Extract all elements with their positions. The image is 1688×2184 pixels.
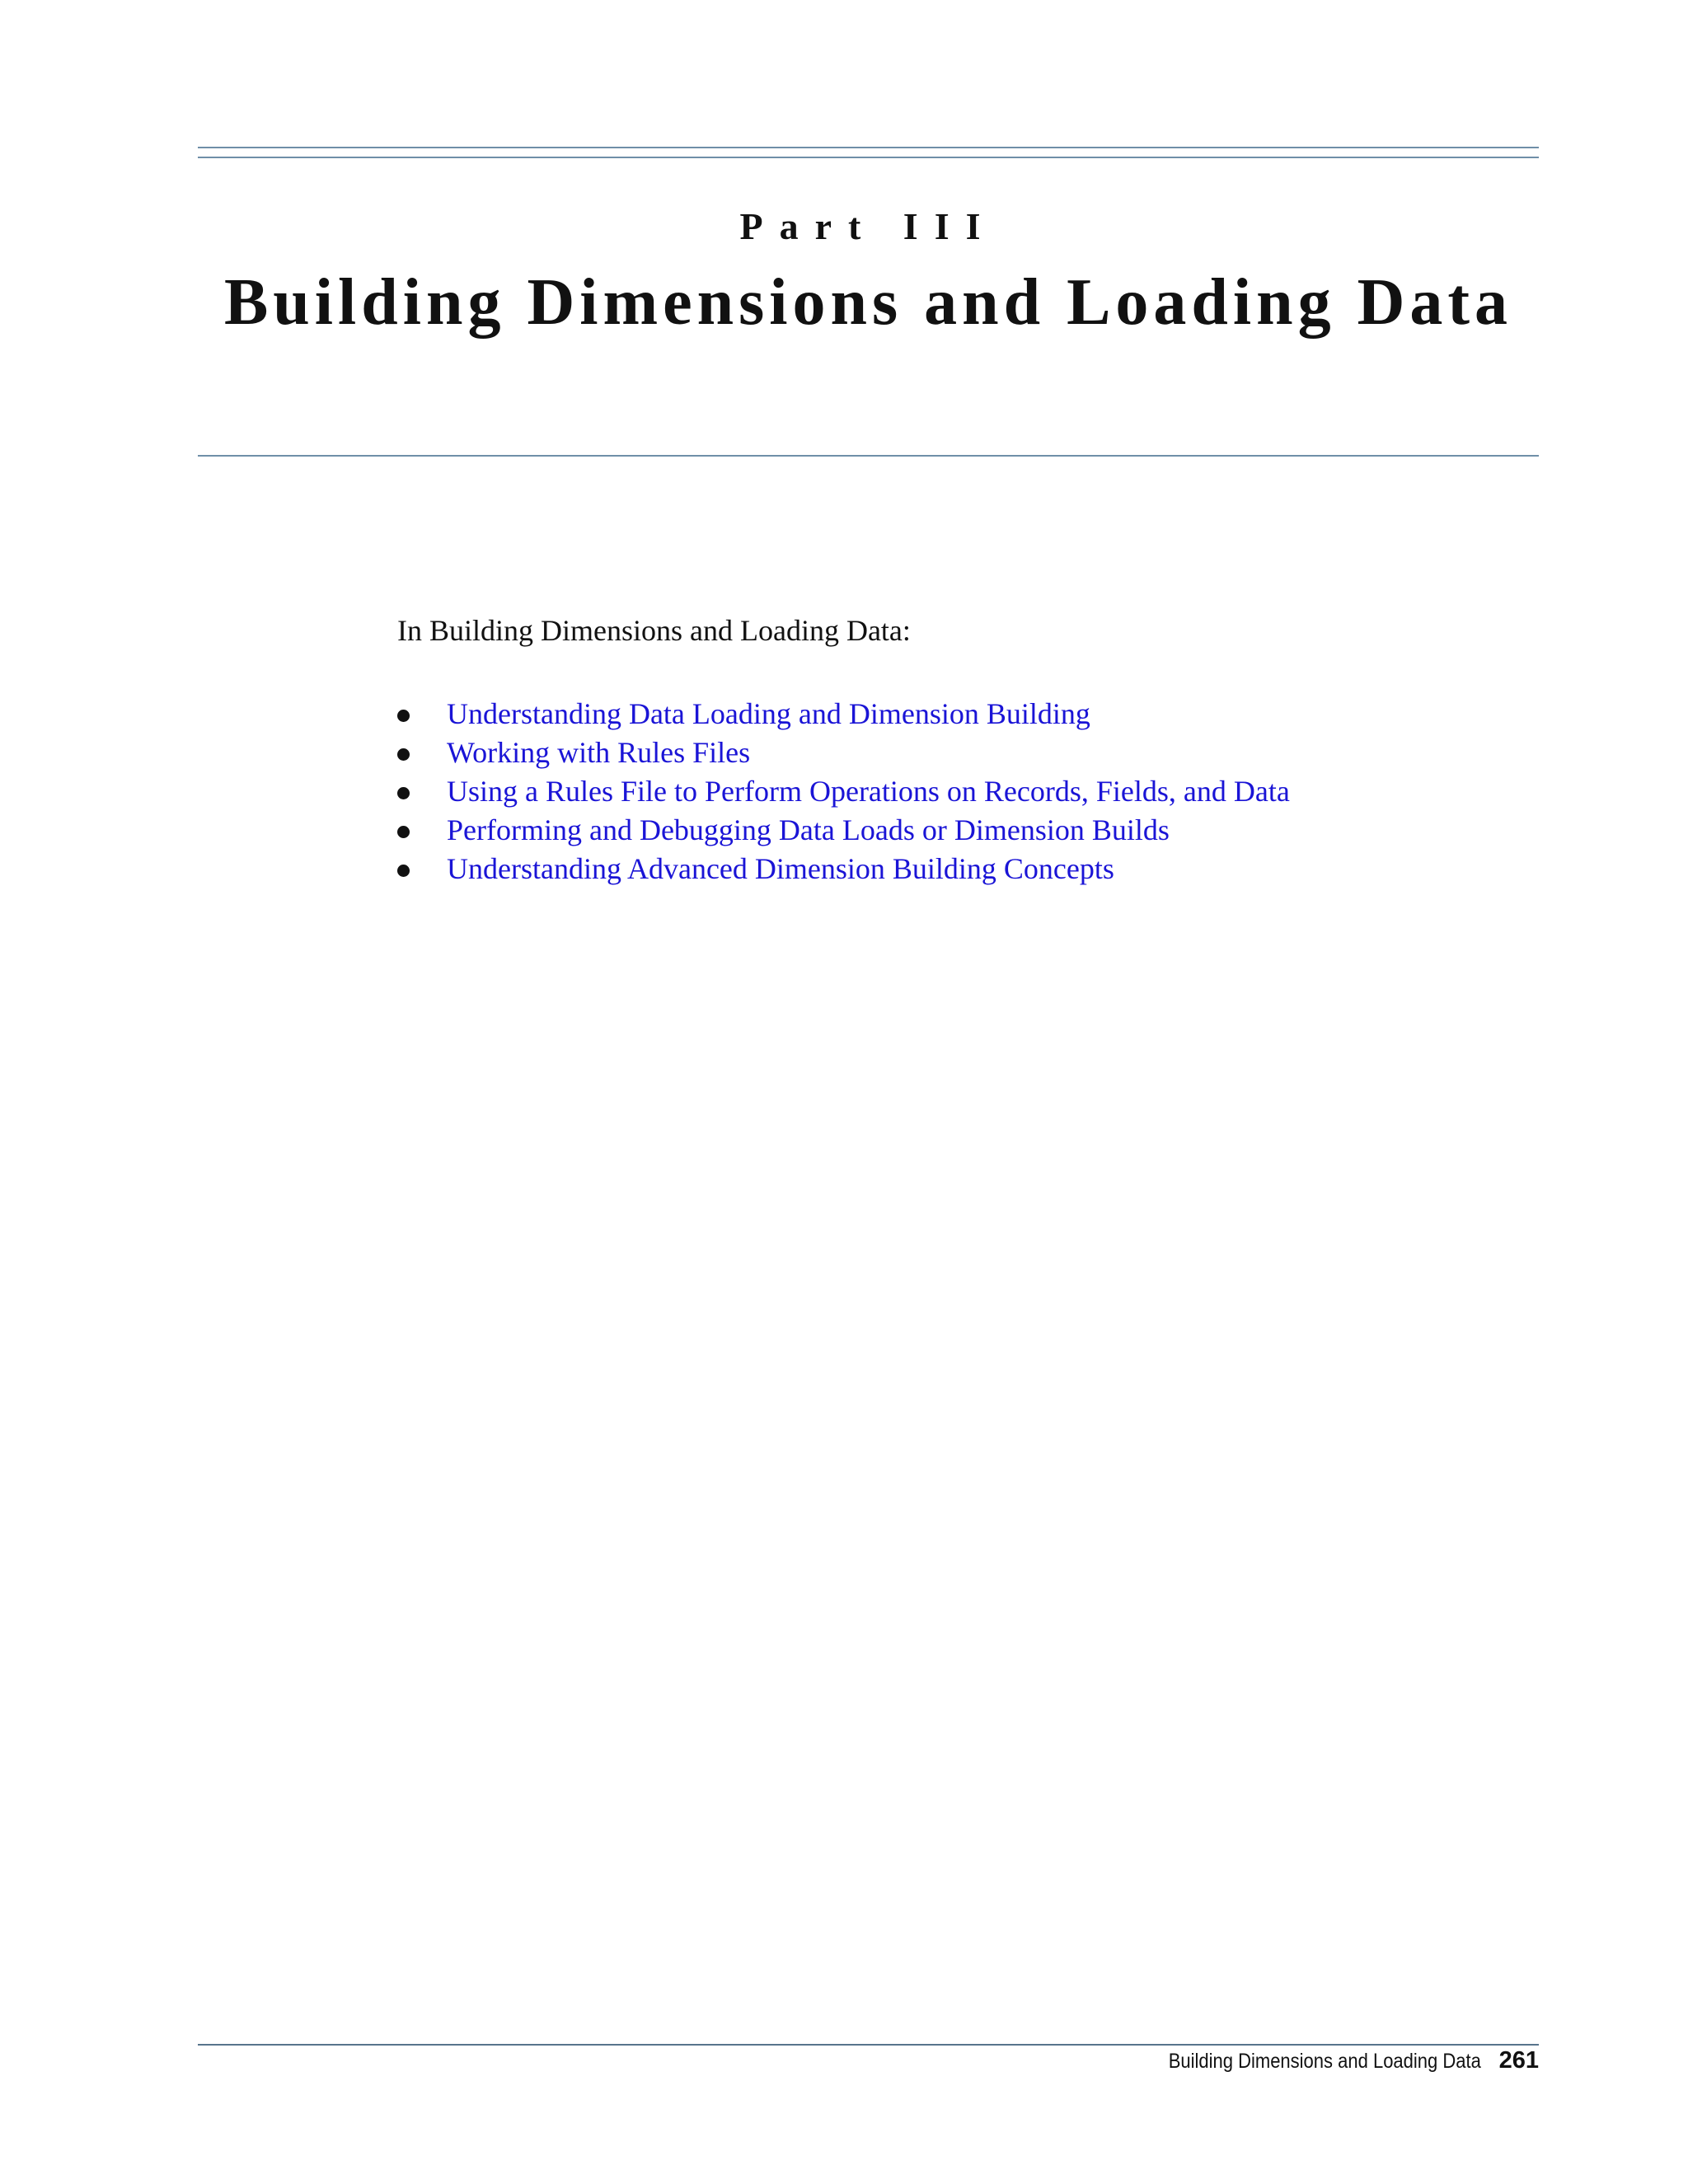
toc-item <box>394 733 1290 772</box>
intro-text: In Building Dimensions and Loading Data: <box>397 614 911 647</box>
toc-link-rules-file-operations[interactable]: Using a Rules File to Perform Operations on Records, Fields, and Data <box>447 775 1290 808</box>
header-rule-second <box>198 157 1539 158</box>
bullet-icon <box>397 826 410 838</box>
toc-item <box>394 850 1290 888</box>
page-number: 261 <box>1498 2047 1539 2074</box>
header-rule-top <box>198 147 1539 148</box>
toc-item <box>394 772 1290 811</box>
bullet-icon <box>397 787 410 799</box>
footer-title: Building Dimensions and Loading Data <box>1168 2050 1481 2073</box>
toc-item <box>394 811 1290 850</box>
page-footer <box>1126 2047 1539 2074</box>
page-title: Building Dimensions and Loading Data <box>223 266 1513 339</box>
title-divider <box>198 455 1539 457</box>
toc-link-debugging-loads[interactable]: Performing and Debugging Data Loads or Dimension Builds <box>447 813 1170 846</box>
part-label: Part III <box>739 205 997 247</box>
footer-rule <box>198 2044 1539 2046</box>
table-of-contents <box>394 695 1290 888</box>
toc-link-advanced-concepts[interactable]: Understanding Advanced Dimension Building Concepts <box>447 852 1114 885</box>
bullet-icon <box>397 748 410 761</box>
bullet-icon <box>397 865 410 877</box>
toc-link-rules-files[interactable]: Working with Rules Files <box>447 736 751 769</box>
toc-link-data-loading[interactable]: Understanding Data Loading and Dimension Building <box>447 697 1090 730</box>
bullet-icon <box>397 710 410 722</box>
toc-item <box>394 695 1290 733</box>
